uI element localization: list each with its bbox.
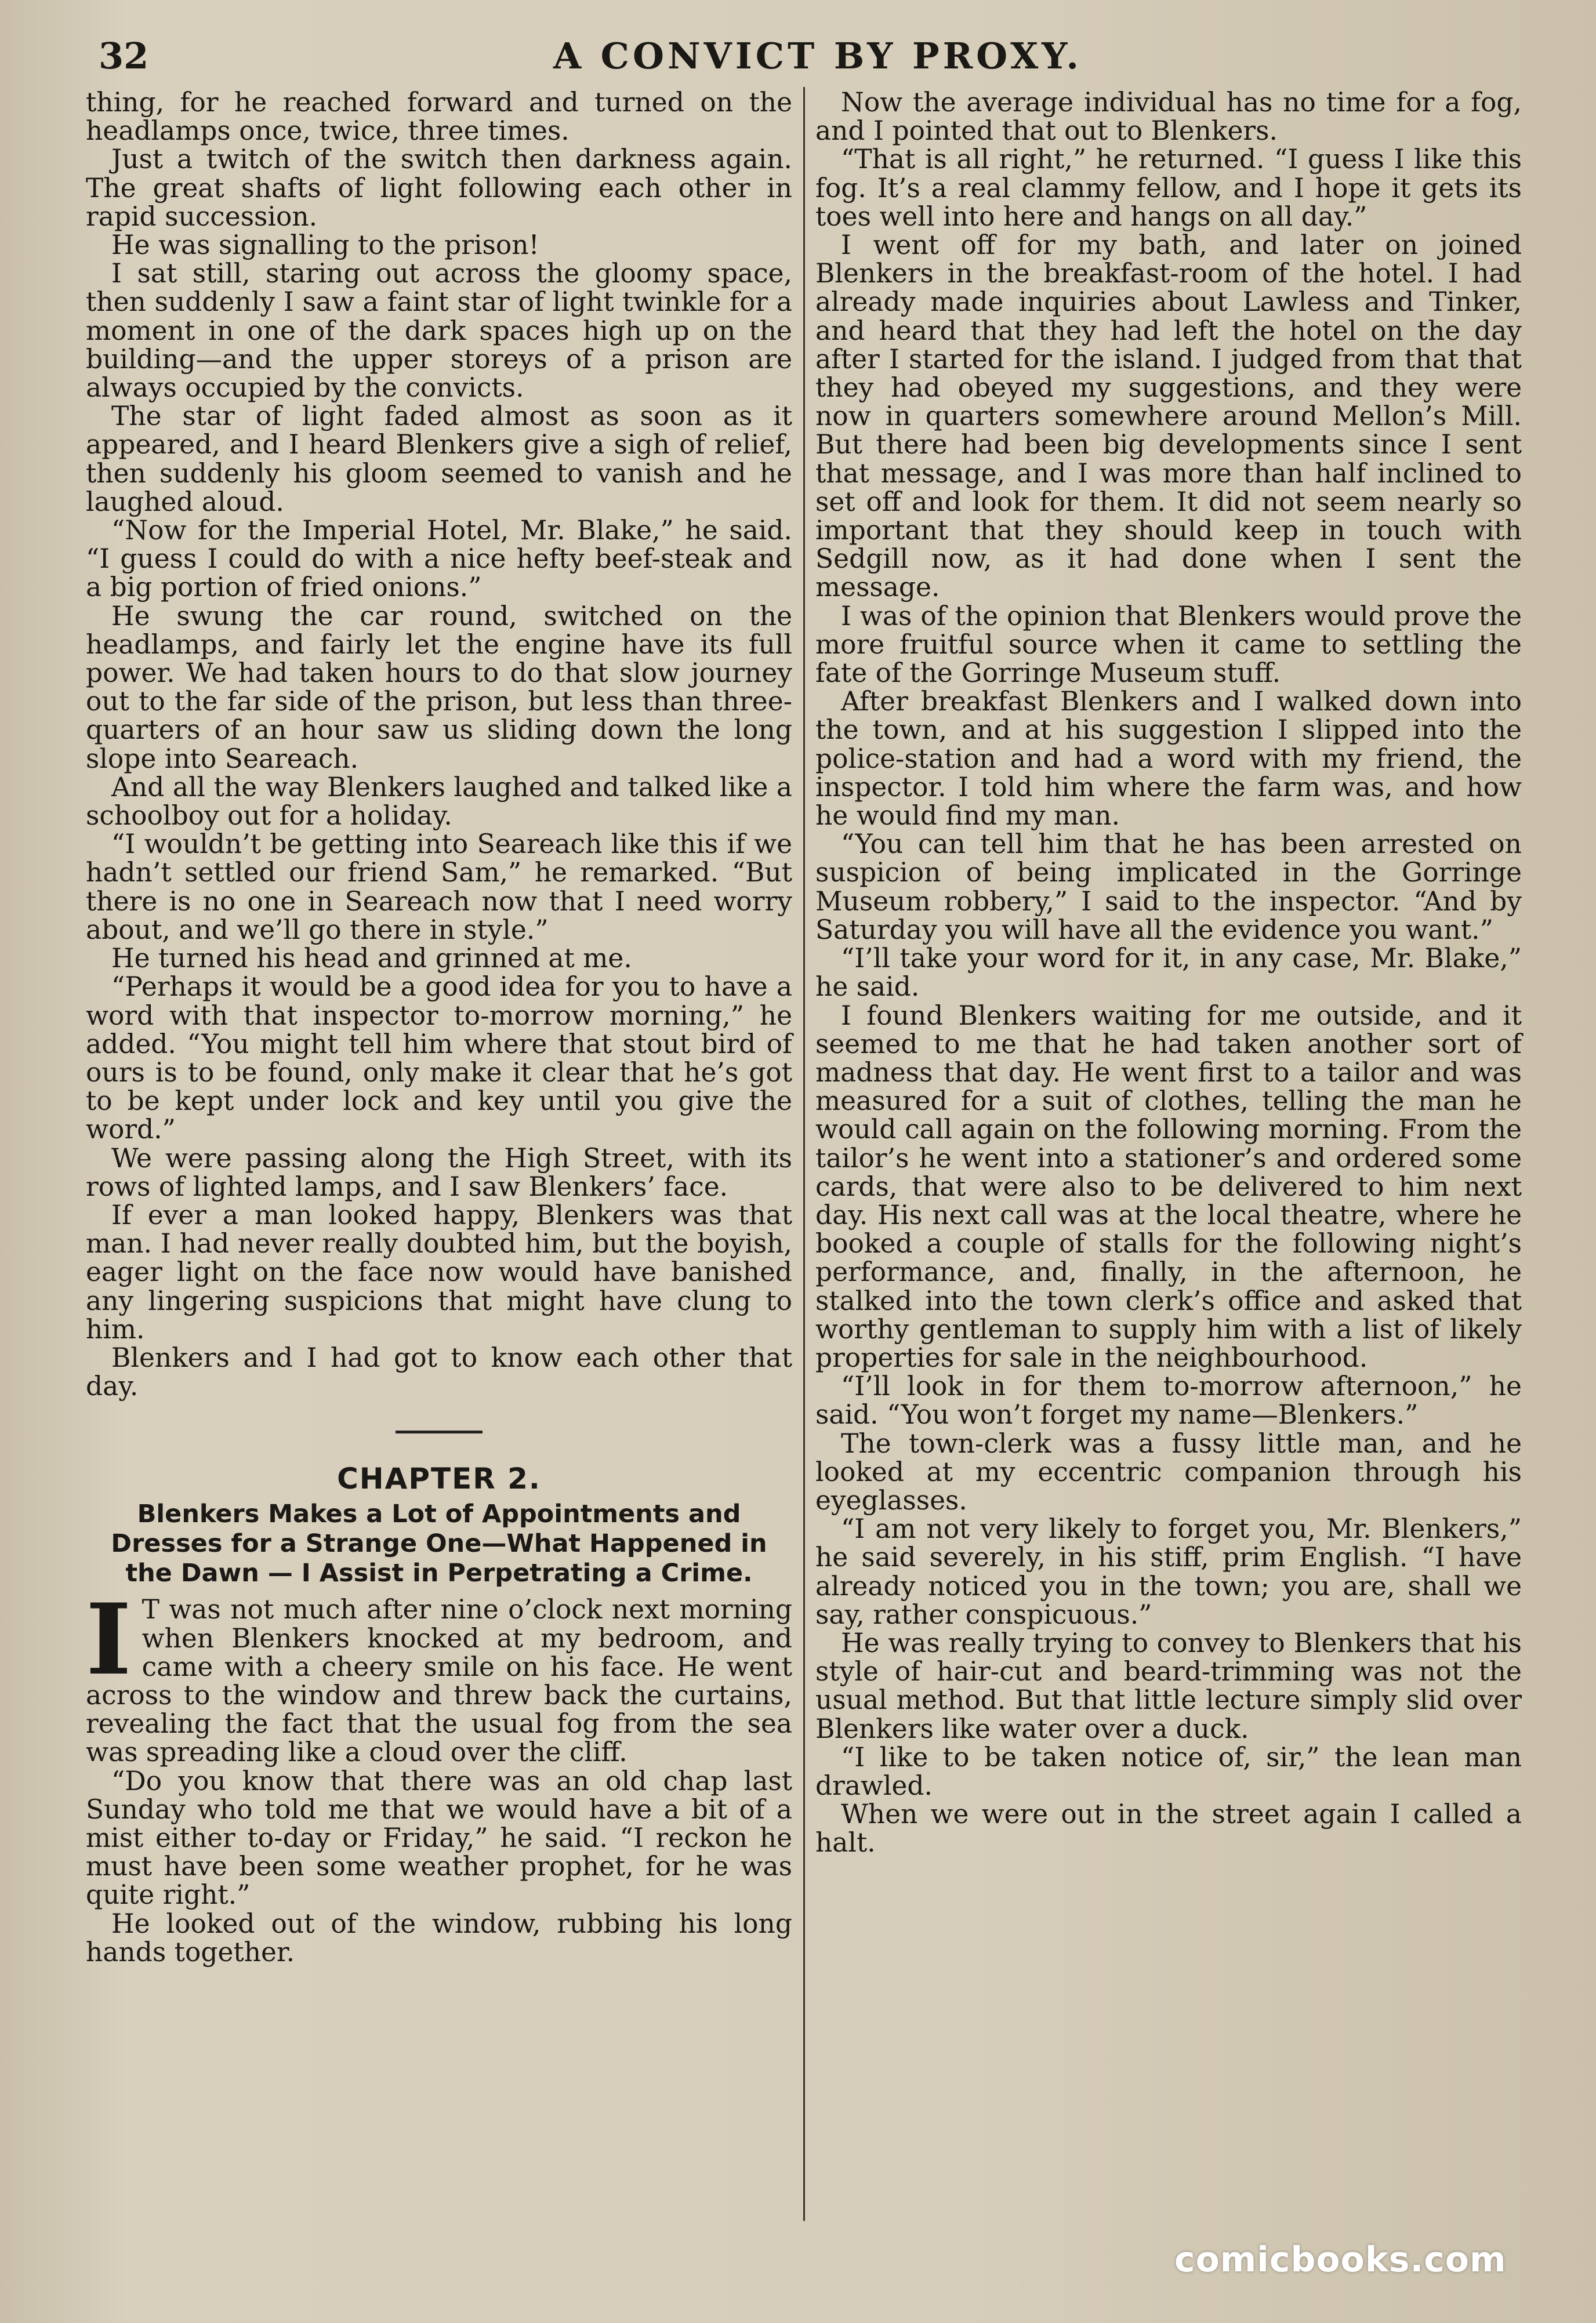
paragraph: He turned his head and grinned at me. (111, 943, 632, 974)
paragraph: He was signalling to the prison! (111, 230, 539, 261)
paragraph: Now the average individual has no time for a fog, and I pointed that out to Blenkers. (815, 87, 1522, 147)
opening-text: T was not much after nine o’clock next morning when Blenkers knocked at my bedroom, and came with a cheery smile on his face. He went across to the window and threw back the curtains, revealing the fact that the usual fog from the sea was spreading like a cloud over the cliff. (86, 1594, 792, 1768)
chapter-title: CHAPTER 2. (337, 1462, 541, 1496)
paragraph: He looked out of the window, rubbing his long hands together. (86, 1908, 792, 1968)
site-watermark: comicbooks.com (1174, 2239, 1507, 2280)
paragraph: And all the way Blenkers laughed and talked like a schoolboy out for a holiday. (86, 771, 792, 832)
paragraph: The star of light faded almost as soon as it appeared, and I heard Blenkers give a sigh of relief, then suddenly his gloom seemed to vanish and he laughed aloud. (86, 401, 792, 517)
left-column (86, 88, 792, 1966)
paragraph: “Now for the Imperial Hotel, Mr. Blake,” he said. “I guess I could do with a nice hefty beef-steak and a big portion of fried onions.” (86, 515, 792, 603)
paragraph: I sat still, staring out across the gloomy space, then suddenly I saw a faint star of light twinkle for a moment in one of the dark spaces high up on the building—and the upper storeys of a prison are always occupied by the convicts. (86, 258, 792, 404)
paragraph: I went off for my bath, and later on joined Blenkers in the breakfast-room of the hotel. I had already made inquiries about Lawless and Tinker, and heard that they had left the hotel on the day after I started for the island. I judged from that that they had obeyed my suggestions, and they were now in quarters somewhere around Mellon’s Mill. But there had been big developments since I sent that message, and I was more than half inclined to set off and look for them. It did not seem nearly so important that they should keep in touch with Sedgill now, as it had done when I sent the message. (815, 230, 1522, 603)
paragraph: “Do you know that there was an old chap last Sunday who told me that we would have a bit of a mist either to-day or Friday,” he said. “I reckon he must have been some weather prophet, for he was quite right.” (86, 1765, 792, 1911)
paragraph: When we were out in the street again I called a halt. (815, 1799, 1522, 1859)
section-separator (396, 1431, 483, 1433)
paragraph: After breakfast Blenkers and I walked down into the town, and at his suggestion I slipped into the police-station and had a word with my friend, the inspector. I told him where the farm was, and how he would find my man. (815, 686, 1522, 832)
paragraph: “I’ll look in for them to-morrow afternoon,” he said. “You won’t forget my name—Blenkers.” (815, 1371, 1522, 1431)
paragraph: “That is all right,” he returned. “I guess I like this fog. It’s a real clammy fellow, and I hope it gets its toes well into here and hangs on all day.” (815, 144, 1522, 232)
paragraph: Just a twitch of the switch then darkness again. The great shafts of light following each other in rapid succession. (86, 144, 792, 232)
running-title: A CONVICT BY PROXY. (553, 35, 1083, 77)
paragraph: “You can tell him that he has been arrested on suspicion of being implicated in the Gorringe Museum robbery,” I said to the inspector. “And by Saturday you will have all the evidence you want.” (815, 829, 1522, 945)
page-number: 32 (99, 35, 149, 77)
paragraph: thing, for he reached forward and turned on the headlamps once, twice, three times. (86, 87, 792, 147)
paragraph: He swung the car round, switched on the headlamps, and fairly let the engine have its full power. We had taken hours to do that slow journey out to the far side of the prison, but less than three-quarters of an hour saw us sliding down the long slope into Seareach. (86, 600, 792, 774)
page-header (99, 29, 1537, 81)
drop-cap: I (86, 1582, 132, 1697)
chapter-opening-paragraph (86, 1582, 792, 1768)
paragraph: I was of the opinion that Blenkers would prove the more fruitful source when it came to settling the fate of the Gorringe Museum stuff. (815, 600, 1522, 689)
paragraph: “I wouldn’t be getting into Seareach like this if we hadn’t settled our friend Sam,” he remarked. “But there is no one in Seareach now that I need worry about, and we’ll go there in style.” (86, 829, 792, 945)
paragraph: We were passing along the High Street, with its rows of lighted lamps, and I saw Blenkers’ face. (86, 1142, 792, 1202)
paragraph: “I’ll take your word for it, in any case, Mr. Blake,” he said. (815, 943, 1522, 1003)
paragraph: I found Blenkers waiting for me outside, and it seemed to me that he had taken another sort of madness that day. He went first to a tailor and was measured for a suit of clothes, telling the man he would call again on the following morning. From the tailor’s he went into a stationer’s and ordered some cards, that were also to be delivered to him next day. His next call was at the local theatre, where he booked a couple of stalls for the following night’s performance, and, finally, in the afternoon, he stalked into the town clerk’s office and asked that worthy gentleman to supply him with a list of likely properties for sale in the neighbourhood. (815, 1000, 1522, 1373)
right-column (815, 88, 1522, 1857)
paragraph: If ever a man looked happy, Blenkers was that man. I had never really doubted him, but the boyish, eager light on the face now would have banished any lingering suspicions that might have clung to him. (86, 1199, 792, 1345)
paragraph: “Perhaps it would be a good idea for you to have a word with that inspector to-morrow morning,” he added. “You might tell him where that stout bird of ours is to be found, only make it clear that he’s got to be kept under lock and key until you give the word.” (86, 971, 792, 1145)
chapter-subtitle: Blenkers Makes a Lot of Appointments and Dresses for a Strange One—What Happened in the Dawn — I Assist in Perpetrating a Crime. (111, 1500, 767, 1588)
paragraph: The town-clerk was a fussy little man, and he looked at my eccentric companion through his eyeglasses. (815, 1428, 1522, 1516)
paragraph: “I am not very likely to forget you, Mr. Blenkers,” he said severely, in his stiff, prim English. “I have already noticed you in the town; you are, shall we say, rather conspicuous.” (815, 1513, 1522, 1630)
paragraph: “I like to be taken notice of, sir,” the lean man drawled. (815, 1741, 1522, 1801)
column-divider (803, 87, 805, 2221)
paragraph: He was really trying to convey to Blenkers that his style of hair-cut and beard-trimming was not the usual method. But that little lecture simply slid over Blenkers like water over a duck. (815, 1627, 1522, 1744)
paragraph: Blenkers and I had got to know each other that day. (86, 1342, 792, 1402)
